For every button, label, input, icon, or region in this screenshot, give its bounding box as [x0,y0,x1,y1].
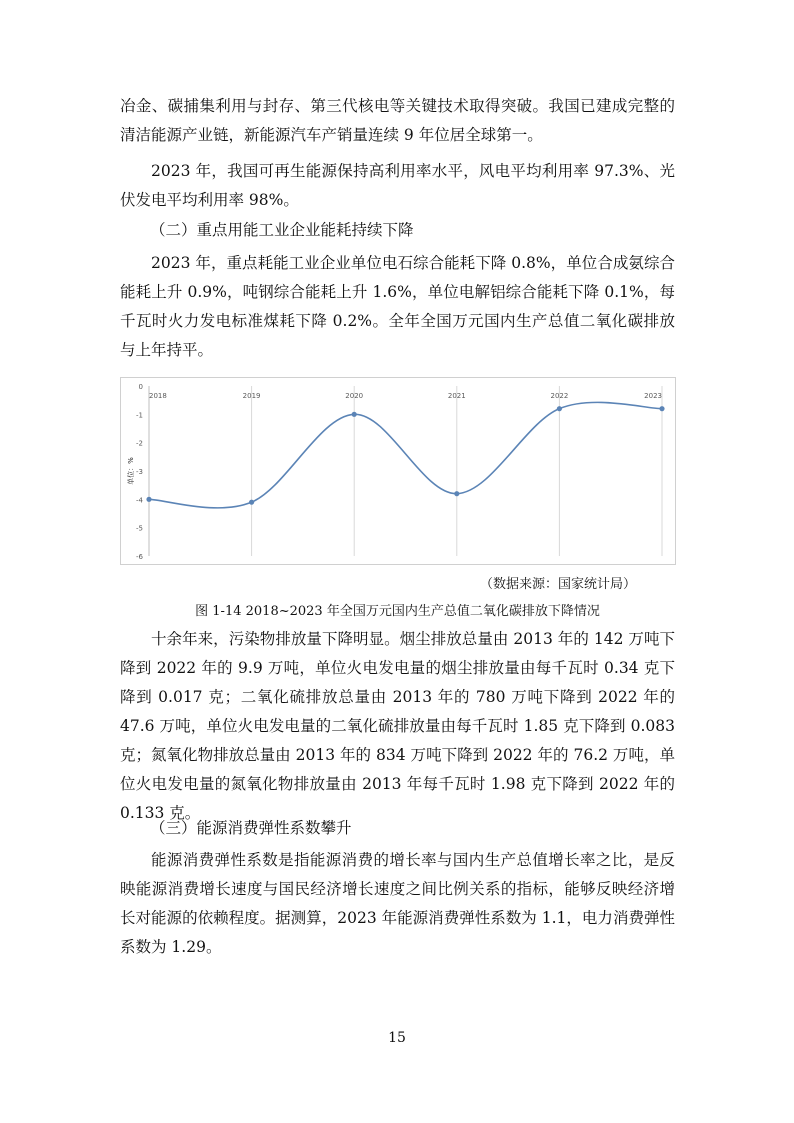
y-tick-label: 0 [138,383,143,391]
data-point-2021 [454,491,459,496]
y-tick-label: -1 [136,411,143,420]
y-tick-label: -6 [136,553,143,561]
page-number: 15 [388,1030,406,1046]
y-tick-label: -5 [136,524,143,533]
co2-chart [120,377,676,565]
y-tick-label: -3 [136,468,143,476]
data-point-2022 [557,406,562,411]
data-point-2023 [659,406,664,411]
x-tick-label-2021: 2021 [447,392,466,400]
data-source: （数据来源：国家统计局） [480,577,637,592]
series-line [149,402,662,508]
paragraph-industry: 2023 年，重点耗能工业企业单位电石综合能耗下降 0.8%，单位合成氨综合能耗上升 0.9%，吨钢综合能耗上升 1.6%，单位电解铝综合能耗下降 0.1%，每千瓦时火力发电标准煤耗下降 0.2%。全年全国万元国内生产总值二氧化碳排放与上年持平。 [120,254,675,359]
x-tick-label-2020: 2020 [345,392,364,400]
data-point-2019 [249,500,254,505]
figure-caption: 图 1-14 2018~2023 年全国万元国内生产总值二氧化碳排放下降情况 [195,604,600,619]
paragraph-intro: 冶金、碳捕集利用与封存、第三代核电等关键技术取得突破。我国已建成完整的清洁能源产业链，新能源汽车产销量连续 9 年位居全球第一。 [120,97,675,144]
data-point-2020 [352,412,357,417]
y-tick-label: -2 [136,439,143,448]
x-tick-label-2022: 2022 [550,392,569,400]
x-tick-label-2018: 2018 [149,392,167,400]
paragraph-elasticity: 能源消费弹性系数是指能源消费的增长率与国内生产总值增长率之比，是反映能源消费增长速度与国民经济增长速度之间比例关系的指标，能够反映经济增长对能源的依赖程度。据测算，2023 年能源消费弹性系数为 1.1，电力消费弹性系数为 1.29。 [120,851,675,956]
chart-svg [121,378,675,564]
y-tick-label: -4 [136,496,143,505]
section-heading-3: （三）能源消费弹性系数攀升 [150,819,352,837]
y-axis-label: 单位：% [127,457,135,485]
data-point-2018 [146,497,151,502]
x-tick-label-2019: 2019 [242,392,261,400]
paragraph-renewable: 2023 年，我国可再生能源保持高利用率水平，风电平均利用率 97.3%、光伏发电平均利用率 98%。 [120,162,675,209]
section-heading-2: （二）重点用能工业企业能耗持续下降 [150,221,414,239]
x-tick-label-2023: 2023 [644,392,662,400]
paragraph-pollutants: 十余年来，污染物排放量下降明显。烟尘排放总量由 2013 年的 142 万吨下降到 2022 年的 9.9 万吨，单位火电发电量的烟尘排放量由每千瓦时 0.34 克下降到 0.017 克；二氧化硫排放总量由 2013 年的 780 万吨下降到 2022 年的 47.6 万吨，单位火电发电量的二氧化硫排放量由每千瓦时 1.85 克下降到 0.083 克；氮氧化物排放总量由 2013 年的 834 万吨下降到 2022 年的 76.2 万吨，单位火电发电量的氮氧化物排放量由 2013 年每千瓦时 1.98 克下降到 2022 年的 0.133 克。 [120,630,675,822]
